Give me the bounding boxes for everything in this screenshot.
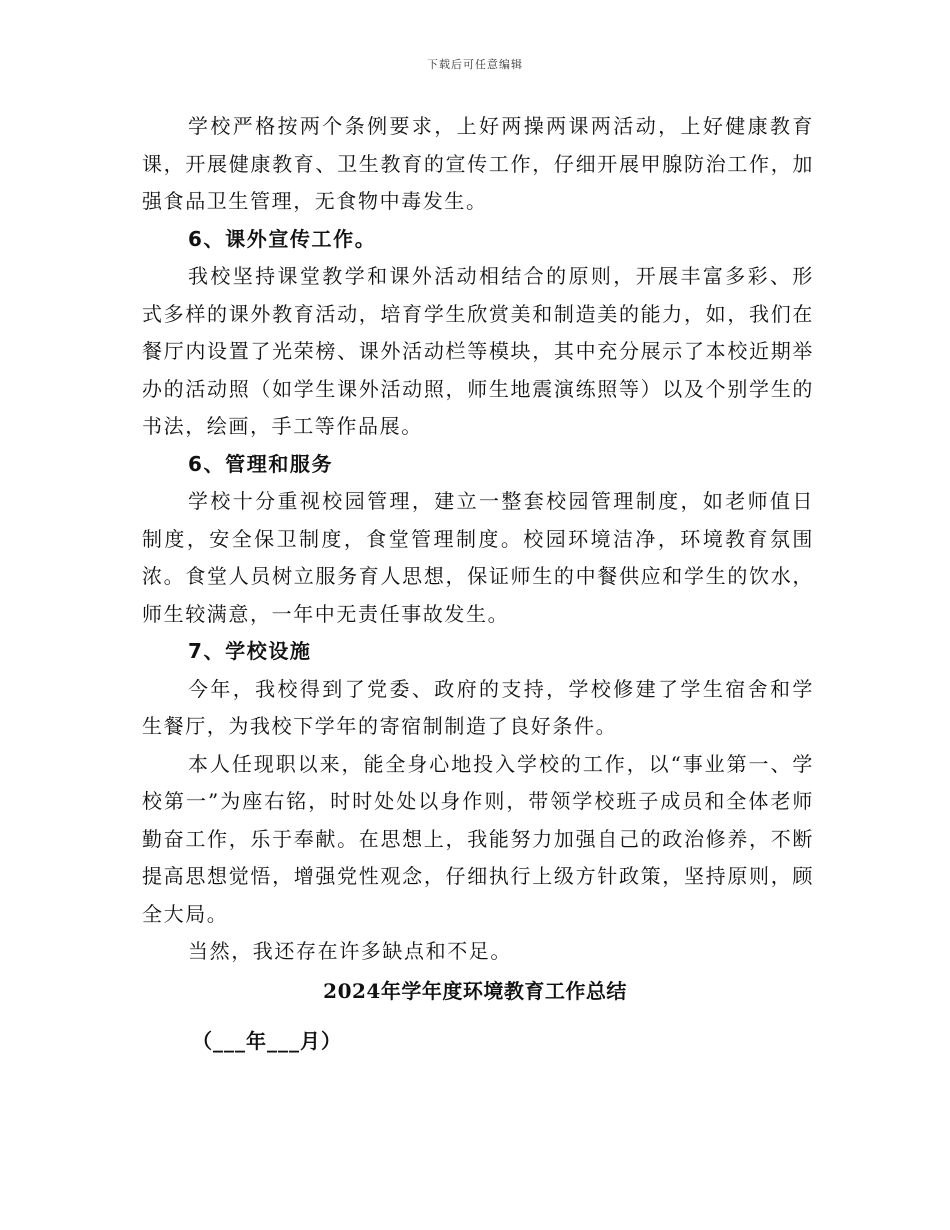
date-line: （___年___月）	[192, 1029, 342, 1053]
paragraph-shortcomings: 当然，我还存在许多缺点和不足。	[188, 939, 512, 963]
paragraph-management: 学校十分重视校园管理，建立一整套校园管理制度，如老师值日制度，安全保卫制度，食堂管理制度。校园环境洁净，环境教育氛围浓。食堂人员树立服务育人思想，保证师生的中餐供应和学生的饮水，师生较满意，一年中无责任事故发生。	[142, 489, 814, 626]
paragraph-personal-summary: 本人任现职以来，能全身心地投入学校的工作，以“事业第一、学校第一”为座右铭，时时处处以身作则，带领学校班子成员和全体老师勤奋工作，乐于奉献。在思想上，我能努力加强自己的政治修养，不断提高思想觉悟，增强党性观念，仔细执行上级方针政策，坚持原则，顾全大局。	[142, 751, 814, 926]
document-title: 2024年学年度环境教育工作总结	[323, 979, 627, 1003]
paragraph-health-education: 学校严格按两个条例要求，上好两操两课两活动，上好健康教育课，开展健康教育、卫生教育的宣传工作，仔细开展甲腺防治工作，加强食品卫生管理，无食物中毒发生。	[142, 114, 814, 213]
paragraph-facilities: 今年，我校得到了党委、政府的支持，学校修建了学生宿舍和学生餐厅，为我校下学年的寄宿制制造了良好条件。	[142, 676, 814, 738]
document-body	[142, 108, 814, 971]
paragraph-extracurricular: 我校坚持课堂教学和课外活动相结合的原则，开展丰富多彩、形式多样的课外教育活动，培育学生欣赏美和制造美的能力，如，我们在餐厅内设置了光荣榜、课外活动栏等模块，其中充分展示了本校近期举办的活动照（如学生课外活动照，师生地震演练照等）以及个别学生的书法，绘画，手工等作品展。	[142, 264, 814, 438]
page-header-note: 下载后可任意编辑	[427, 58, 523, 71]
section-heading-extracurricular: 6、课外宣传工作。	[188, 226, 377, 251]
section-heading-facilities: 7、学校设施	[188, 639, 312, 663]
section-heading-management: 6、管理和服务	[188, 451, 334, 476]
